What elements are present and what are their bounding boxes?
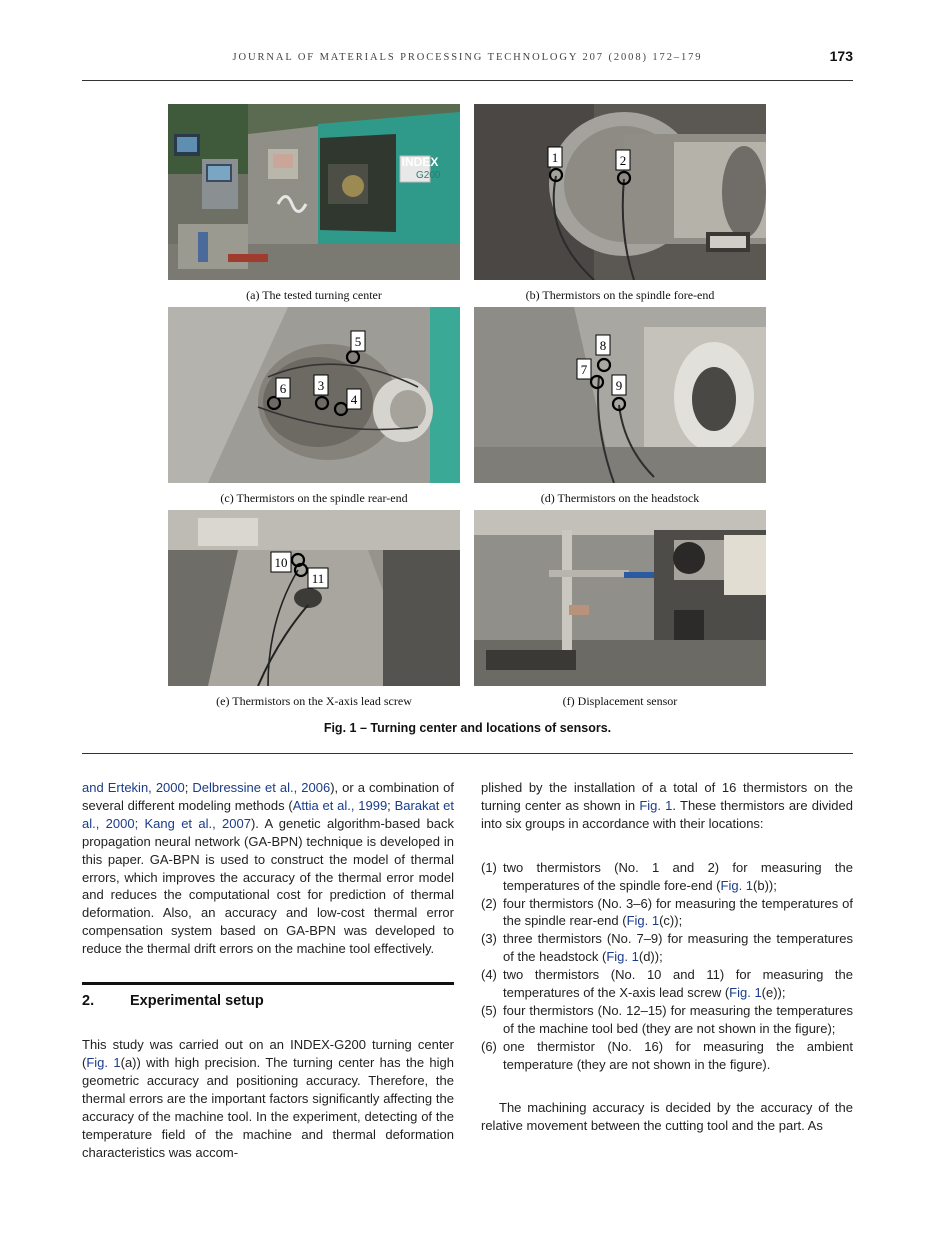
model-text: G200 [416, 170, 441, 181]
svg-text:11: 11 [311, 571, 325, 586]
panel-c-caption: (c) Thermistors on the spindle rear-end [220, 491, 408, 505]
paragraph: plished by the installation of a total of 16 thermistors on the turning center as shown in Fig. 1. These thermistors are divided into six groups in accordance with their locations: [481, 780, 854, 831]
marker-label [616, 150, 630, 170]
figure-ref-link[interactable]: Fig. 1 [626, 913, 660, 929]
paragraph: and Ertekin, 2000; Delbressine et al., 2006), or a combination of several different modeling methods (Attia et al., 1999; Barakat et al., 2000; Kang et al., 2007). A genetic algorithm-based back propagation neural network (GA-BPN) technique is developed in this paper. GA-BPN is used to construct the model of thermal errors, which improves the accuracy of the thermal error model and reduces the computational cost for prediction of thermal deformation. Also, an accuracy and low-cost thermal error compensation system based on GA-BPN was developed to reduce the thermal drift errors on the machine tool effectively. [82, 780, 454, 957]
citation-link[interactable]: Delbressine et al., 2006 [192, 780, 331, 795]
right-column [481, 779, 853, 1134]
running-head [82, 50, 853, 70]
thermistor-list [481, 859, 853, 1074]
panel-a-caption: (a) The tested turning center [246, 288, 382, 302]
marker-label [347, 389, 361, 409]
list-item: (4) two thermistors (No. 10 and 11) for measuring the temperatures of the X-axis lead screw (Fig. 1(e)); [481, 967, 853, 1001]
svg-text:1: 1 [551, 150, 559, 165]
photo-x-axis-lead-screw [168, 510, 460, 686]
citation-link[interactable]: Barakat et al., 2000; Kang et al., 2007 [82, 797, 454, 831]
header-rule [82, 80, 853, 81]
section-heading [82, 989, 454, 1013]
photo-spindle-fore-end [474, 104, 766, 280]
journal-title: JOURNAL OF MATERIALS PROCESSING TECHNOLOGY 207 (2008) 172–179 [232, 52, 703, 63]
marker-label [351, 331, 365, 351]
svg-text:4: 4 [350, 392, 358, 407]
citation-link[interactable]: Attia et al., 1999 [292, 797, 388, 813]
marker-label [314, 375, 328, 395]
svg-text:10: 10 [274, 555, 288, 570]
svg-text:9: 9 [615, 378, 623, 393]
section-number: 2. [82, 993, 95, 1010]
figure-ref-link[interactable]: Fig. 1 [729, 985, 762, 1001]
marker-label [308, 568, 328, 588]
panel-b-caption: (b) Thermistors on the spindle fore-end [525, 288, 715, 302]
svg-text:3: 3 [317, 378, 325, 393]
figure-rule [82, 753, 853, 754]
marker-label [596, 335, 610, 355]
svg-text:6: 6 [279, 381, 287, 396]
photo-displacement-sensor [474, 510, 766, 686]
section-rule [82, 982, 454, 985]
list-item: (5) four thermistors (No. 12–15) for measuring the temperatures of the machine tool bed (they are not shown in the figure); [481, 1002, 853, 1036]
marker-label [612, 375, 626, 395]
svg-text:2: 2 [619, 153, 627, 168]
svg-text:8: 8 [599, 338, 607, 353]
left-column [82, 779, 454, 1161]
citation-link[interactable]: and Ertekin, 2000 [82, 780, 185, 795]
svg-text:7: 7 [580, 362, 588, 377]
figure-ref-link[interactable]: Fig. 1 [639, 797, 673, 813]
list-item: (6) one thermistor (No. 16) for measuring the ambient temperature (they are not shown in the figure). [481, 1038, 853, 1072]
svg-text:5: 5 [354, 334, 362, 349]
section-title: Experimental setup [130, 993, 264, 1010]
index-logo-text: INDEX [401, 155, 439, 169]
figure-ref-link[interactable]: Fig. 1 [720, 877, 754, 893]
list-item: (3) three thermistors (No. 7–9) for measuring the temperatures of the headstock (Fig. 1(d)); [481, 931, 853, 965]
figure-1 [168, 104, 766, 719]
figure-caption: Fig. 1 – Turning center and locations of sensors. [323, 721, 612, 735]
marker-label [548, 147, 562, 167]
photo-turning-center [168, 104, 460, 280]
photo-spindle-rear-end [168, 307, 460, 483]
panel-d-caption: (d) Thermistors on the headstock [540, 491, 700, 505]
figure-ref-link[interactable]: Fig. 1 [86, 1054, 121, 1070]
paragraph: This study was carried out on an INDEX-G200 turning center (Fig. 1(a)) with high precision. The turning center has the high geometric accuracy and positioning accuracy. Therefore, the thermal errors are the important factors significantly affecting the accuracy of the machine tool. In the experiment, detecting of the temperature field of the machine and thermal deformation characteristics was accom- [82, 1037, 455, 1160]
panel-f-caption: (f) Displacement sensor [562, 694, 678, 708]
marker-label [577, 359, 591, 379]
photo-headstock [474, 307, 766, 483]
figure-ref-link[interactable]: Fig. 1 [606, 949, 639, 965]
list-item: (1) two thermistors (No. 1 and 2) for measuring the temperatures of the spindle fore-end (Fig. 1(b)); [481, 859, 853, 893]
page-number: 173 [829, 48, 853, 64]
list-item: (2) four thermistors (No. 3–6) for measuring the temperatures of the spindle rear-end (Fig. 1(c)); [481, 895, 853, 929]
marker-label [276, 378, 290, 398]
paragraph: The machining accuracy is decided by the accuracy of the relative movement between the cutting tool and the part. As [481, 1099, 853, 1133]
panel-e-caption: (e) Thermistors on the X-axis lead screw [216, 694, 412, 708]
marker-label [271, 552, 291, 572]
